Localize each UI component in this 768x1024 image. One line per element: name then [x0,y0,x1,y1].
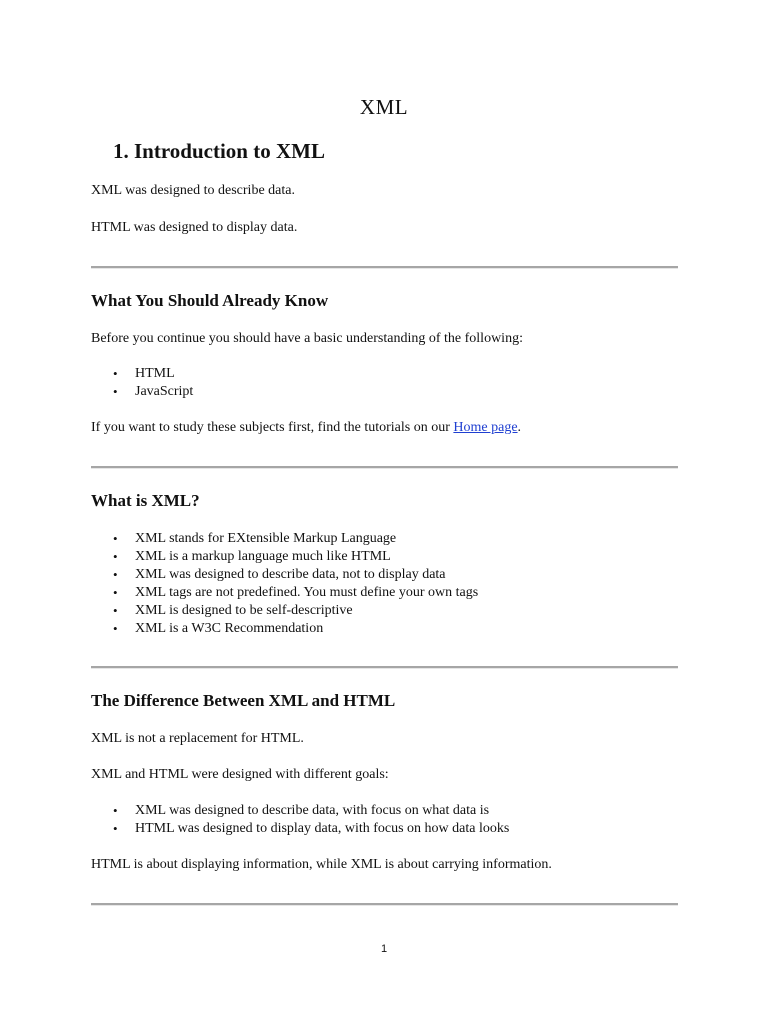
followup-paragraph [91,420,521,436]
list-item: • JavaScript [113,383,193,401]
followup-text: If you want to study these subjects first, find the tutorials on our [91,420,454,435]
closing-paragraph: HTML is about displaying information, while XML is about carrying information. [91,857,552,872]
section-paragraph: XML is not a replacement for HTML. [91,731,304,746]
horizontal-rule [91,903,678,906]
list-item: • HTML [113,365,193,383]
section-paragraph: Before you continue you should have a basic understanding of the following: [91,331,523,346]
document-title: XML [359,95,409,119]
list-item: • HTML was designed to display data, with focus on how data looks [113,820,509,838]
list-item: • XML is designed to be self-descriptive [113,602,478,620]
list-item: • XML tags are not predefined. You must define your own tags [113,584,478,602]
intro-paragraph: XML was designed to describe data. [91,183,295,198]
page-number: 1 [380,943,388,955]
intro-paragraph: HTML was designed to display data. [91,220,298,235]
home-page-link[interactable]: Home page [453,420,518,435]
list-item: • XML stands for EXtensible Markup Language [113,530,478,548]
chapter-heading: 1. Introduction to XML [113,139,325,163]
section-heading: What You Should Already Know [91,291,329,310]
prerequisites-list [113,365,193,401]
xml-facts-list [113,530,478,638]
section-paragraph: XML and HTML were designed with different goals: [91,767,389,782]
section-heading: What is XML? [91,491,200,510]
list-item: • XML was designed to describe data, with focus on what data is [113,802,509,820]
list-item: • XML was designed to describe data, not to display data [113,566,478,584]
horizontal-rule [91,266,678,269]
horizontal-rule [91,666,678,669]
list-item: • XML is a markup language much like HTML [113,548,478,566]
list-item: • XML is a W3C Recommendation [113,620,478,638]
horizontal-rule [91,466,678,469]
section-heading: The Difference Between XML and HTML [91,691,396,710]
differences-list [113,802,509,838]
followup-suffix: . [517,420,522,435]
